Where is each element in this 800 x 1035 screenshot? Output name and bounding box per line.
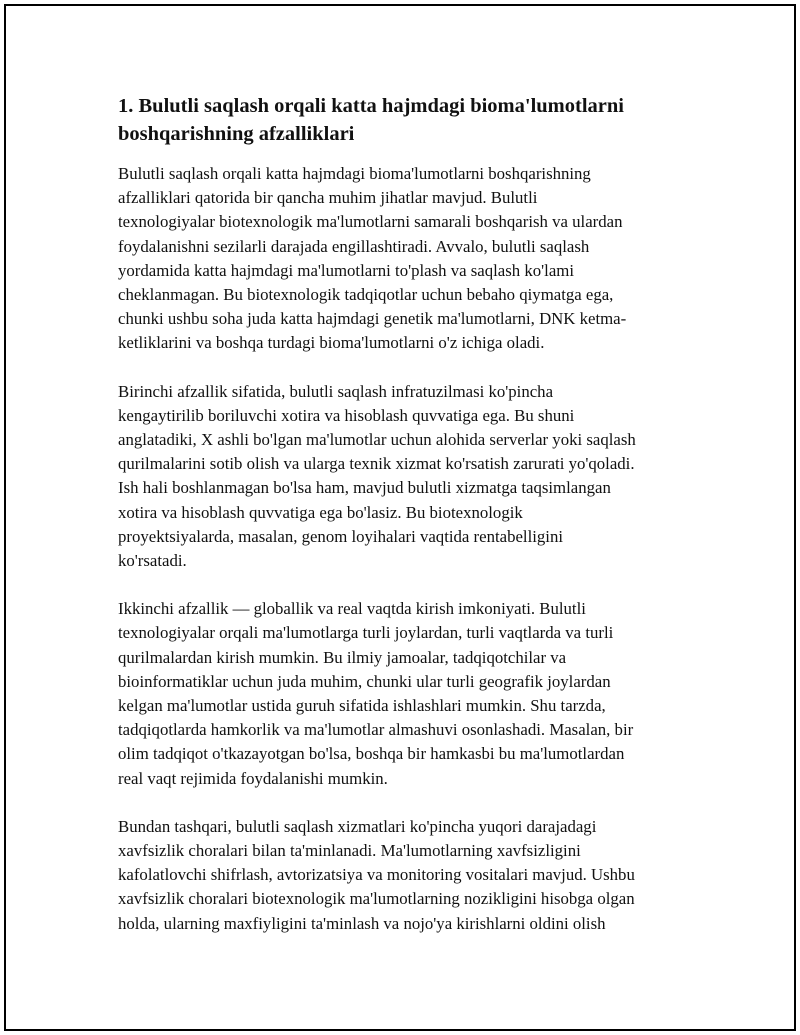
document-body <box>118 92 693 960</box>
paragraph-1: Bulutli saqlash orqali katta hajmdagi bioma'lumotlarni boshqarishning afzalliklari qatorida bir qancha muhim jihatlar mavjud. Bulutli texnologiyalar biotexnologik ma'lumotlarni samarali boshqarish va ulardan foydalanishni sezilarli darajada engillashtiradi. Avvalo, bulutli saqlash yordamida katta hajmdagi ma'lumotlarni to'plash va saqlash ko'lami cheklanmagan. Bu biotexnologik tadqiqotlar uchun bebaho qiymatga ega, chunki ushbu soha juda katta hajmdagi genetik ma'lumotlarni, DNK ketma- ketliklarini va boshqa turdagi bioma'lumotlarni o'z ichiga oladi. <box>118 164 627 353</box>
paragraph-4: Bundan tashqari, bulutli saqlash xizmatlari ko'pincha yuqori darajadagi xavfsizlik choralari bilan ta'minlanadi. Ma'lumotlarning xavfsizligini kafolatlovchi shifrlash, avtorizatsiya va monitoring vositalari mavjud. Ushbu xavfsizlik choralari biotexnologik ma'lumotlarning nozikligini hisobga olgan holda, ularning maxfiyligini ta'minlash va nojo'ya kirishlarni oldini olish <box>118 816 635 933</box>
paragraph-2: Birinchi afzallik sifatida, bulutli saqlash infratuzilmasi ko'pincha kengaytirilib boriluvchi xotira va hisoblash quvvatiga ega. Bu shuni anglatadiki, X ashli bo'lgan ma'lumotlar uchun alohida serverlar yoki saqlash qurilmalarini sotib olish va ularga texnik xizmat ko'rsatish zarurati yo'qoladi. Ish hali boshlanmagan bo'lsa ham, mavjud bulutli xizmatga taqsimlangan xotira va hisoblash quvvatiga ega bo'lasiz. Bu biotexnologik proyektsiyalarda, masalan, genom loyihalari vaqtida rentabelligini ko'rsatadi. <box>118 381 636 571</box>
section-heading: 1. Bulutli saqlash orqali katta hajmdagi bioma'lumotlarni boshqarishning afzalliklari <box>118 95 624 145</box>
paragraph-3: Ikkinchi afzallik — globallik va real vaqtda kirish imkoniyati. Bulutli texnologiyalar orqali ma'lumotlarga turli joylardan, turli vaqtlarda va turli qurilmalardan kirish mumkin. Bu ilmiy jamoalar, tadqiqotchilar va bioinformatiklar uchun juda muhim, chunki ular turli geografik joylardan kelgan ma'lumotlar ustida guruh sifatida ishlashlari mumkin. Shu tarzda, tadqiqotlarda hamkorlik va ma'lumotlar almashuvi osonlashadi. Masalan, bir olim tadqiqot o'tkazayotgan bo'lsa, boshqa bir hamkasbi bu ma'lumotlardan real vaqt rejimida foydalanishi mumkin. <box>118 599 634 788</box>
